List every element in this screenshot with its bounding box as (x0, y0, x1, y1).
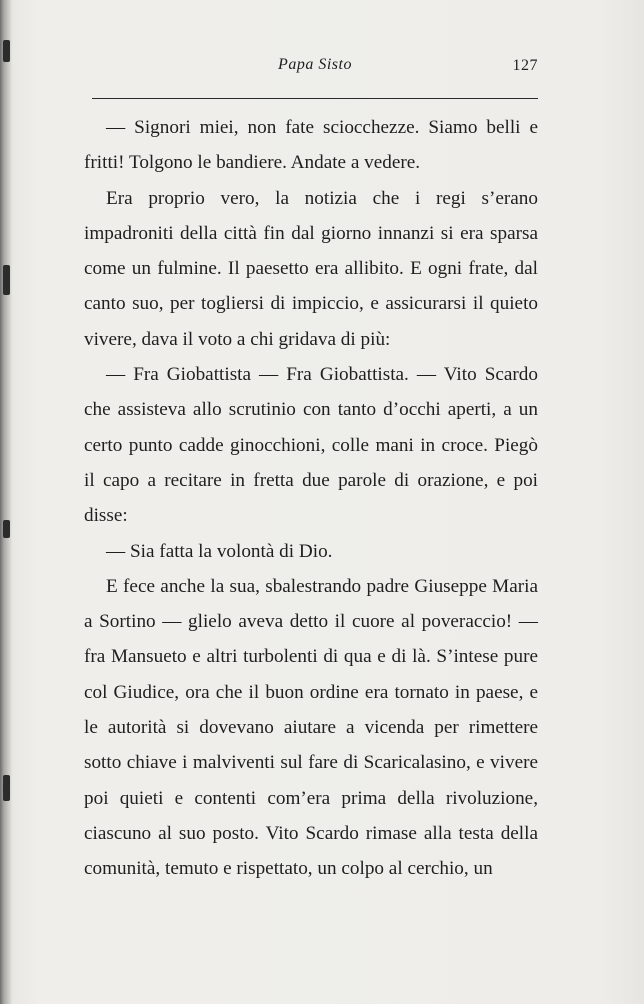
page-header (90, 52, 540, 78)
header-rule (92, 98, 538, 99)
binding-mark (3, 40, 10, 62)
page-number: 127 (512, 57, 538, 74)
binding-edge (0, 0, 12, 1004)
paragraph: E fece anche la sua, sbalestrando padre Giuseppe Maria a Sortino — glielo aveva detto il cuore al poveraccio! — fra Mansueto e altri turbolenti di qua e di là. S’intese pure col Giudice, ora che il buon ordine era tornato in paese, e le autorità si dovevano aiutare a vicenda per rimettere sotto chiave i malviventi sul fare di Scaricalasino, e vivere poi quieti e contenti com’era prima della rivoluzione, ciascuno al suo posto. Vito Scardo rimase alla testa della comunità, temuto e rispettato, un colpo al cerchio, un (84, 575, 538, 880)
binding-mark (3, 265, 10, 295)
paragraph: — Fra Giobattista — Fra Giobattista. — Vito Scardo che assisteva allo scrutinio con tanto d’occhi aperti, a un certo punto cadde ginocchioni, colle mani in croce. Piegò il capo a recitare in fretta due parole di orazione, e poi disse: (84, 364, 538, 527)
running-title: Papa Sisto (278, 56, 352, 73)
body-text (84, 110, 538, 887)
paragraph: Era proprio vero, la notizia che i regi s’erano impadroniti della città fin dal giorno innanzi si era sparsa come un fulmine. Il paesetto era allibito. E ogni frate, dal canto suo, per togliersi di impiccio, e assicurarsi il quieto vivere, dava il voto a chi gridava di più: (84, 187, 538, 350)
binding-mark (3, 775, 10, 801)
paragraph: — Signori miei, non fate sciocchezze. Siamo belli e fritti! Tolgono le bandiere. Andate a vedere. (84, 117, 538, 174)
binding-mark (3, 520, 10, 538)
paragraph: — Sia fatta la volontà di Dio. (106, 540, 333, 562)
